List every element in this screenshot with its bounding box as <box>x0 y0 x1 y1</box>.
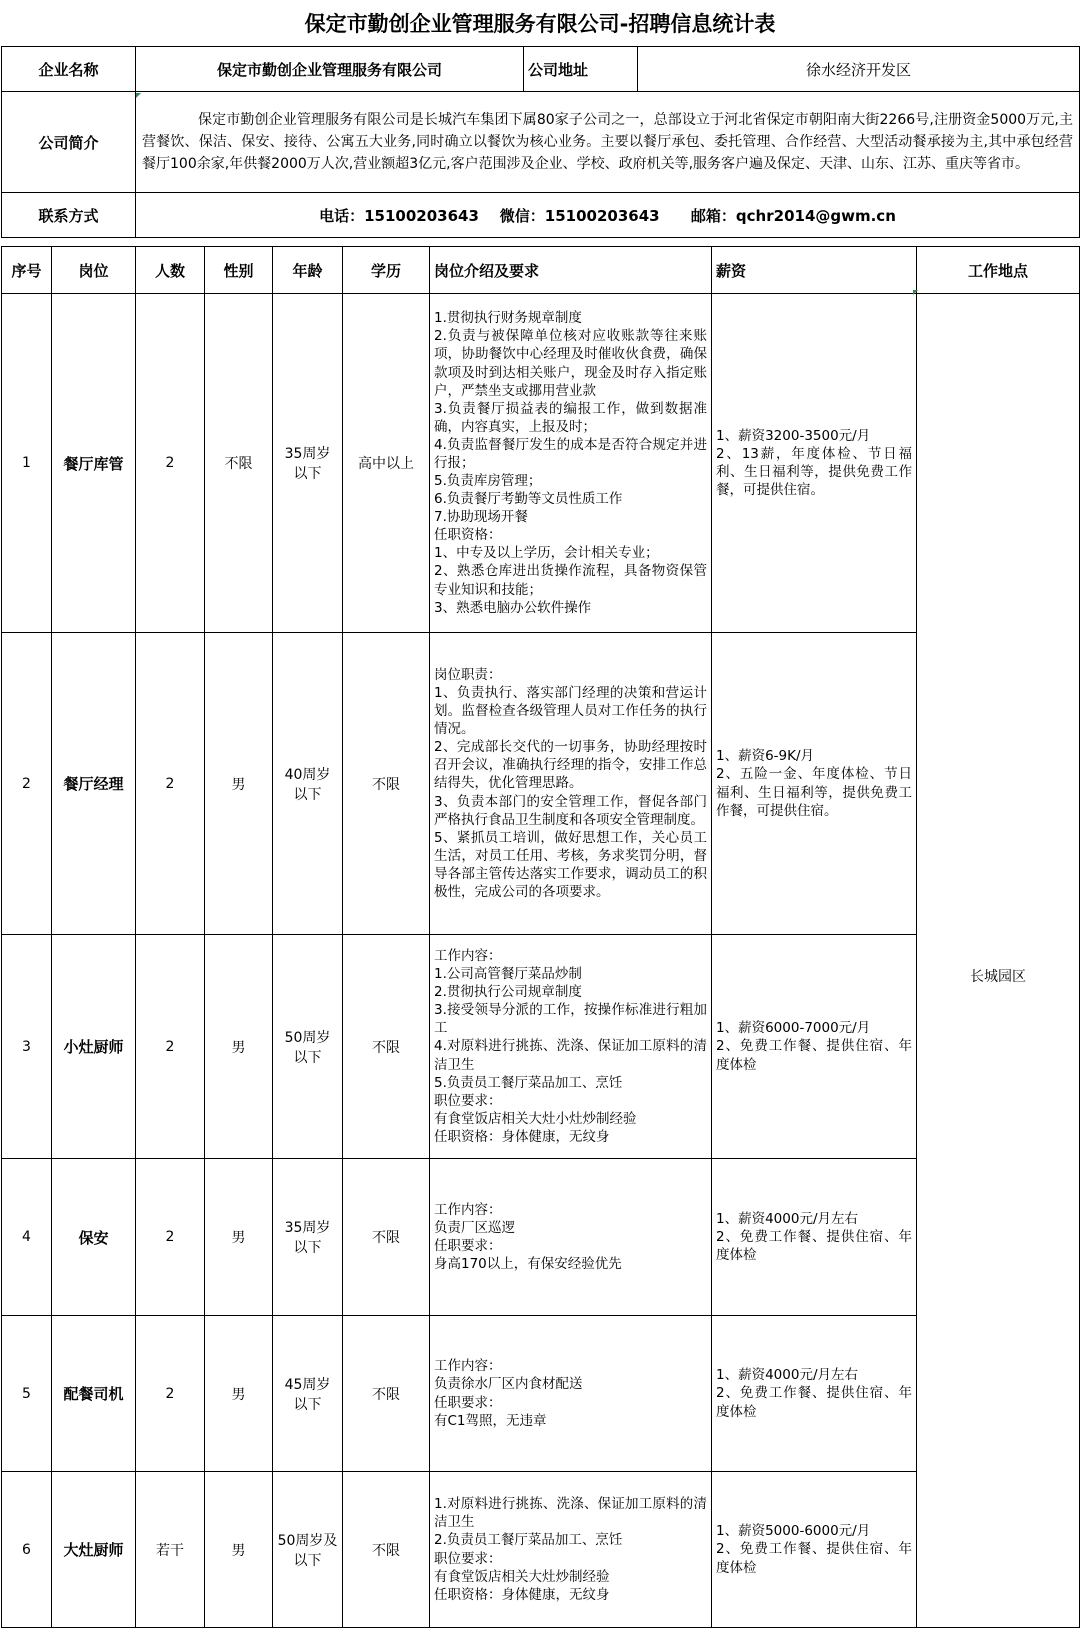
header-salary: 薪资 <box>712 247 917 294</box>
row-no: 5 <box>2 1316 52 1472</box>
row-count: 2 <box>136 1159 205 1316</box>
company-intro-label: 公司简介 <box>2 92 136 193</box>
jobs-table <box>1 246 1080 1628</box>
row-gender: 男 <box>205 935 273 1159</box>
header-count: 人数 <box>136 247 205 294</box>
table-row <box>2 294 1080 633</box>
row-requirements: 1.对原料进行挑拣、洗涤、保证加工原料的清洁卫生 2.负责员工餐厅菜品加工、烹饪 职位要求： 有食堂饭店相关大灶炒制经验 任职资格：身体健康，无纹身 <box>430 1472 712 1628</box>
header-gender: 性别 <box>205 247 273 294</box>
row-count: 2 <box>136 935 205 1159</box>
row-education: 不限 <box>343 1472 430 1628</box>
row-position: 保安 <box>52 1159 136 1316</box>
header-no: 序号 <box>2 247 52 294</box>
row-no: 4 <box>2 1159 52 1316</box>
company-name-value: 保定市勤创企业管理服务有限公司 <box>136 47 524 92</box>
row-education: 不限 <box>343 1159 430 1316</box>
row-salary: 1、薪资6-9K/月 2、五险一金、年度体检、节日福利、生日福利等，提供免费工作餐，可提供住宿。 <box>712 633 917 935</box>
contact-value: 电话：15100203643 微信：15100203643 邮箱：qchr2014@gwm.cn <box>136 193 1080 238</box>
row-count: 2 <box>136 1316 205 1472</box>
row-count: 若干 <box>136 1472 205 1628</box>
company-address-value: 徐水经济开发区 <box>638 47 1080 92</box>
row-gender: 男 <box>205 633 273 935</box>
row-salary: 1、薪资5000-6000元/月 2、免费工作餐、提供住宿、年度体检 <box>712 1472 917 1628</box>
row-gender: 不限 <box>205 294 273 633</box>
contact-label: 联系方式 <box>2 193 136 238</box>
row-position: 餐厅库管 <box>52 294 136 633</box>
contact-row <box>2 193 1080 238</box>
row-education: 不限 <box>343 1316 430 1472</box>
header-age: 年龄 <box>273 247 343 294</box>
company-intro-text: 保定市勤创企业管理服务有限公司是长城汽车集团下属80家子公司之一，总部设立于河北省保定市朝阳南大街2266号,注册资金5000万元,主营餐饮、保洁、保安、接待、公寓五大业务,同时确立以餐饮为核心业务。主要以餐厅承包、委托管理、合作经营、大型活动餐承接为主,其中承包经营餐厅100余家,年供餐2000万人次,营业额超3亿元,客户范围涉及企业、学校、政府机关等,服务客户遍及保定、天津、山东、江苏、重庆等省市。 <box>142 111 1073 173</box>
row-position: 小灶厨师 <box>52 935 136 1159</box>
header-education: 学历 <box>343 247 430 294</box>
row-requirements: 工作内容： 1.公司高管餐厅菜品炒制 2.贯彻执行公司规章制度 3.接受领导分派的工作，按操作标准进行粗加工 4.对原料进行挑拣、洗涤、保证加工原料的清洁卫生 5.负责员工餐厅菜品加工、烹饪 职位要求： 有食堂饭店相关大灶小灶炒制经验 任职资格：身体健康，无纹身 <box>430 935 712 1159</box>
row-gender: 男 <box>205 1316 273 1472</box>
row-salary: 1、薪资3200-3500元/月 2、13薪，年度体检、节日福利、生日福利等，提供免费工作餐，可提供住宿。 <box>712 294 917 633</box>
row-count: 2 <box>136 633 205 935</box>
row-no: 1 <box>2 294 52 633</box>
row-no: 6 <box>2 1472 52 1628</box>
row-requirements: 岗位职责： 1、负责执行、落实部门经理的决策和营运计划。监督检查各级管理人员对工作任务的执行情况。 2、完成部长交代的一切事务，协助经理按时召开会议，准确执行经理的指令，安排工作总结得失，优化管理思路。 3、负责本部门的安全管理工作，督促各部门严格执行食品卫生制度和各项安全管理制度。 5、紧抓员工培训，做好思想工作，关心员工生活，对员工任用、考核，务求奖罚分明，督导各部主管传达落实工作要求，调动员工的积极性，完成公司的各项要求。 <box>430 633 712 935</box>
comment-marker-icon <box>913 290 918 295</box>
row-education: 高中以上 <box>343 294 430 633</box>
company-name-row <box>2 47 1080 92</box>
row-education: 不限 <box>343 935 430 1159</box>
row-no: 3 <box>2 935 52 1159</box>
company-intro-row <box>2 92 1080 193</box>
row-age: 35周岁 以下 <box>273 294 343 633</box>
row-age: 40周岁 以下 <box>273 633 343 935</box>
row-age: 50周岁及 以下 <box>273 1472 343 1628</box>
row-count: 2 <box>136 294 205 633</box>
header-location: 工作地点 <box>917 247 1080 294</box>
table-header-row <box>2 247 1080 294</box>
work-location: 长城园区 <box>917 294 1080 1628</box>
row-education: 不限 <box>343 633 430 935</box>
row-gender: 男 <box>205 1159 273 1316</box>
company-name-label: 企业名称 <box>2 47 136 92</box>
comment-marker-icon <box>136 93 141 98</box>
row-no: 2 <box>2 633 52 935</box>
header-requirements: 岗位介绍及要求 <box>430 247 712 294</box>
row-age: 45周岁 以下 <box>273 1316 343 1472</box>
row-age: 35周岁 以下 <box>273 1159 343 1316</box>
row-position: 配餐司机 <box>52 1316 136 1472</box>
row-salary: 1、薪资4000元/月左右 2、免费工作餐、提供住宿、年度体检 <box>712 1316 917 1472</box>
row-requirements: 工作内容： 负责徐水厂区内食材配送 任职要求： 有C1驾照，无违章 <box>430 1316 712 1472</box>
row-requirements: 工作内容： 负责厂区巡逻 任职要求： 身高170以上，有保安经验优先 <box>430 1159 712 1316</box>
row-gender: 男 <box>205 1472 273 1628</box>
row-age: 50周岁 以下 <box>273 935 343 1159</box>
sheet-title: 保定市勤创企业管理服务有限公司-招聘信息统计表 <box>304 12 776 36</box>
company-intro-cell <box>136 92 1080 193</box>
row-position: 大灶厨师 <box>52 1472 136 1628</box>
row-requirements: 1.贯彻执行财务规章制度 2.负责与被保障单位核对应收账款等往来账项，协助餐饮中心经理及时催收伙食费，确保款项及时到达相关账户，现金及时存入指定账户，严禁坐支或挪用营业款 3.负责餐厅损益表的编报工作，做到数据准确，内容真实，上报及时； 4.负责监督餐厅发生的成本是否符合规定并进行报； 5.负责库房管理； 6.负责餐厅考勤等文员性质工作 7.协助现场开餐 任职资格： 1、中专及以上学历，会计相关专业； 2、熟悉仓库进出货操作流程，具备物资保管专业知识和技能； 3、熟悉电脑办公软件操作 <box>430 294 712 633</box>
row-position: 餐厅经理 <box>52 633 136 935</box>
header-position: 岗位 <box>52 247 136 294</box>
row-salary: 1、薪资6000-7000元/月 2、免费工作餐、提供住宿、年度体检 <box>712 935 917 1159</box>
company-address-label: 公司地址 <box>524 47 638 92</box>
row-salary: 1、薪资4000元/月左右 2、免费工作餐、提供住宿、年度体检 <box>712 1159 917 1316</box>
company-info-table <box>1 46 1080 238</box>
